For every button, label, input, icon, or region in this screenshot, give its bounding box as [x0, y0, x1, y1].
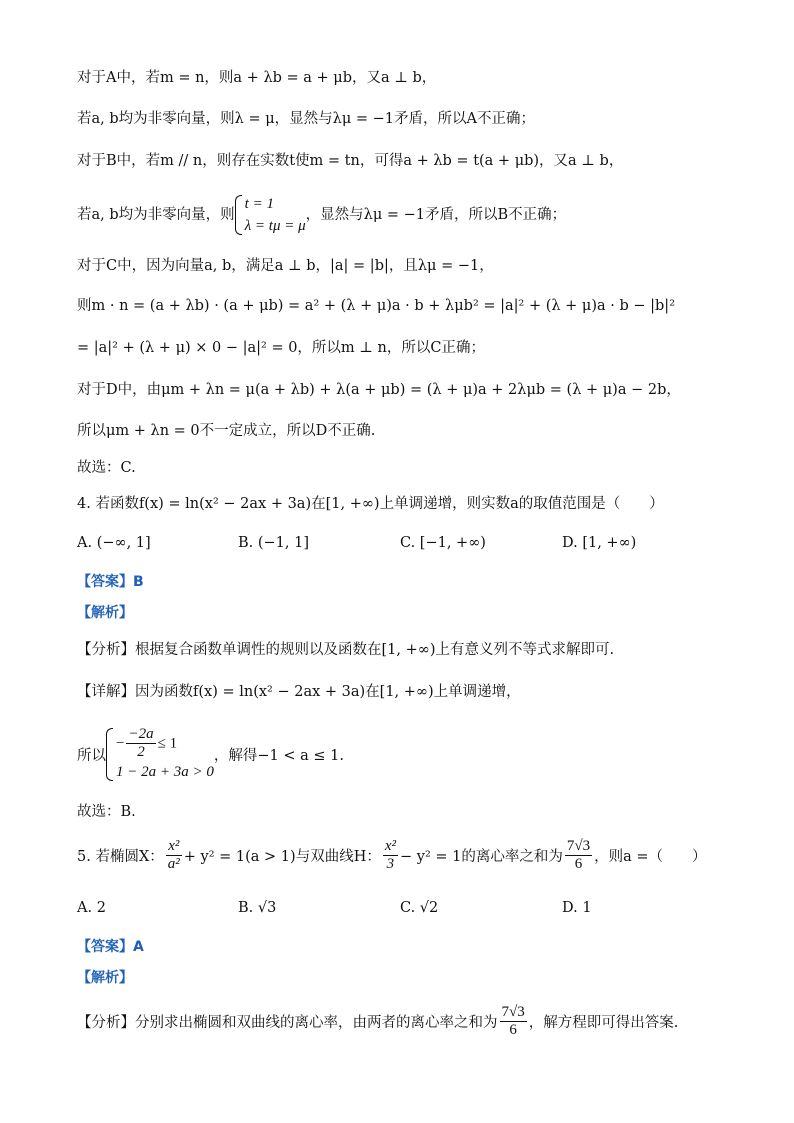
q4-system-row-1: − $\frac{-2a}{2}$ ≤ 1	[116, 726, 178, 760]
q4-system-row-2: 1 − 2a + 3a > 0	[116, 764, 214, 780]
q5-sum-numerator: 7√3	[566, 838, 591, 854]
q4-solve-result: ，解得−1 < a ≤ 1.	[213, 748, 344, 764]
q5-jiexi-heading: 【解析】	[77, 970, 133, 986]
equation-system-brace	[235, 193, 306, 237]
q5-analysis-after: ，解方程即可得出答案.	[528, 1015, 679, 1031]
q5-option-d: D. 1	[562, 900, 592, 916]
q5-answer: 【答案】A	[77, 939, 144, 955]
q4-system-brace	[106, 726, 214, 783]
q4-option-b: B. (−1, 1]	[238, 535, 310, 551]
solution-line-b2-before: 若a, b均为非零向量，则	[77, 207, 235, 223]
q4-so-label: 所以	[77, 748, 106, 764]
q5-option-c: C. √2	[400, 900, 439, 916]
q4-conclusion: 故选：B.	[77, 804, 136, 820]
q4-analysis: 【分析】根据复合函数单调性的规则以及函数在[1, +∞)上有意义列不等式求解即可.	[77, 642, 615, 658]
q4-option-d: D. [1, +∞)	[562, 535, 637, 551]
q4-fraction-numerator: −2a	[128, 726, 154, 742]
q4-option-c: C. [−1, +∞)	[400, 535, 486, 551]
q5-sum-denominator: 6	[574, 856, 583, 872]
q5-analysis	[77, 1004, 678, 1039]
q5-ellipse-denominator: a²	[167, 856, 180, 872]
system-row-1: t = 1	[244, 196, 274, 212]
solution-line-a1: 对于A中，若m = n，则a + λb = a + μb，又a ⊥ b，	[77, 70, 437, 86]
q4-fraction-denominator: 2	[137, 744, 145, 760]
q5-analysis-denominator: 6	[509, 1022, 517, 1038]
q5-analysis-before: 【分析】分别求出椭圆和双曲线的离心率，由两者的离心率之和为	[77, 1015, 498, 1031]
solution-line-c3: = |a|² + (λ + μ) × 0 − |a|² = 0，所以m ⊥ n，所以C正确；	[77, 340, 485, 356]
q5-hyperbola-denominator: 3	[386, 856, 395, 872]
q4-answer: 【答案】B	[77, 574, 144, 590]
solution-line-b2-after: ，显然与λμ = −1矛盾，所以B不正确；	[305, 207, 567, 223]
q4-jiexi-heading: 【解析】	[77, 605, 133, 621]
q5-option-a: A. 2	[77, 900, 106, 916]
q4-option-a: A. (−∞, 1]	[77, 535, 151, 551]
solution-line-c1: 对于C中，因为向量a, b，满足a ⊥ b，|a| = |b|，且λμ = −1，	[77, 258, 494, 274]
q5-hyperbola-rest: − y² = 1的离心率之和为	[400, 849, 563, 865]
solution-line-d1: 对于D中，由μm + λn = μ(a + λb) + λ(a + μb) = (λ + μ)a + 2λμb = (λ + μ)a − 2b，	[77, 382, 681, 398]
q4-inequality-system	[77, 726, 344, 783]
q5-ellipse-rest: + y² = 1(a > 1)与双曲线H：	[183, 849, 381, 865]
solution-line-b1: 对于B中，若m // n，则存在实数t使m = tn，可得a + λb = t(a + μb)，又a ⊥ b，	[77, 153, 624, 169]
solution-line-a2: 若a, b均为非零向量，则λ = μ，显然与λμ = −1矛盾，所以A不正确；	[77, 111, 535, 127]
q5-ellipse-numerator: x²	[166, 838, 182, 856]
solution-line-d2: 所以μm + λn = 0不一定成立，所以D不正确.	[77, 423, 376, 439]
q5-stem-before: 5. 若椭圆X：	[77, 849, 164, 865]
question-4-stem: 4. 若函数f(x) = ln(x² − 2ax + 3a)在[1, +∞)上单调递增，则实数a的取值范围是（ ）	[77, 496, 664, 512]
q5-hyperbola-numerator: x²	[384, 838, 396, 854]
q4-detail: 【详解】因为函数f(x) = ln(x² − 2ax + 3a)在[1, +∞)上单调递增，	[77, 684, 521, 700]
solution-line-c2: 则m · n = (a + λb) · (a + μb) = a² + (λ + μ)a · b + λμb² = |a|² + (λ + μ)a · b − |b|²	[77, 298, 676, 314]
conclusion-q3: 故选：C.	[77, 460, 136, 476]
q5-option-b: B. √3	[238, 900, 277, 916]
system-row-2: λ = tμ = μ	[244, 218, 306, 234]
question-5-stem	[77, 838, 707, 873]
q5-stem-after: ，则a =（ ）	[594, 849, 707, 865]
q5-analysis-numerator: 7√3	[501, 1004, 525, 1020]
q4-system-relation-1: ≤ 1	[157, 735, 178, 752]
solution-line-b2	[77, 193, 566, 237]
